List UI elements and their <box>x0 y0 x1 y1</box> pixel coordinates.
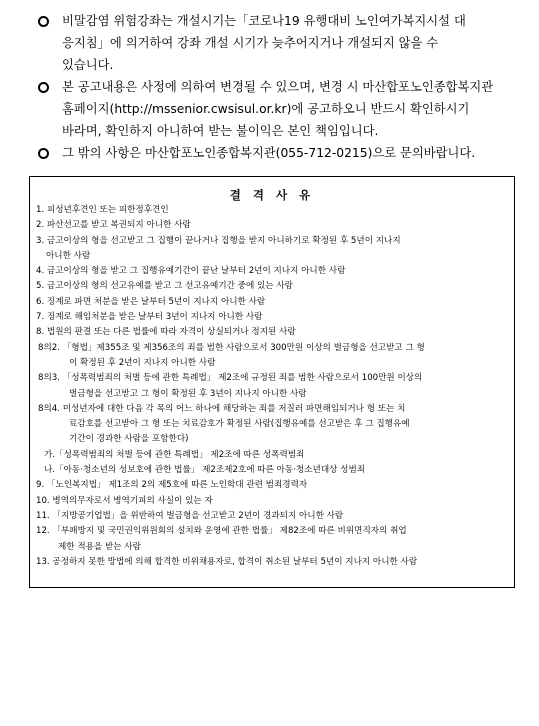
notice-line: 본 공고내용은 사정에 의하여 변경될 수 있으며, 변경 시 마산합포노인종합복지관 <box>62 80 494 94</box>
disqualification-line: 가.「성폭력범죄의 처벌 등에 관한 특례법」 제2조에 따른 성폭력범죄 <box>44 449 305 460</box>
disqualification-item <box>36 371 512 402</box>
disqualification-line: 10. 병역의무자로서 병역기피의 사실이 있는 자 <box>36 495 213 506</box>
disqualification-line: 8의2. 「형법」제355조 및 제356조의 죄를 범한 사람으로서 300만원 이상의 벌금형을 선고받고 그 형 <box>38 342 425 353</box>
notice-line: 응지침」에 의거하여 강좌 개설 시기가 늦추어지거나 개설되지 않을 수 <box>62 36 439 50</box>
circle-bullet-icon <box>38 16 49 27</box>
notice-item-covid <box>34 10 518 76</box>
disqualification-item <box>36 279 512 294</box>
notice-line: 비말감염 위험강좌는 개설시기는「코로나19 유행대비 노인여가복지시설 대 <box>62 14 466 28</box>
disqualification-line: 7. 징계로 해임처분을 받은 날부터 3년이 지나지 아니한 사람 <box>36 312 263 323</box>
disqualification-item <box>36 234 512 265</box>
disqualification-item <box>36 478 512 493</box>
disqualification-line: 이 확정된 후 2년이 지나지 아니한 사람 <box>69 357 216 368</box>
circle-bullet-icon <box>38 82 49 93</box>
notice-line: 있습니다. <box>62 58 114 72</box>
disqualification-line: 5. 금고이상의 형의 선고유예를 받고 그 선고유예기간 중에 있는 사람 <box>36 281 293 292</box>
disqualification-line: 6. 징계로 파면 처분을 받은 날부터 5년이 지나지 아니한 사람 <box>36 296 266 307</box>
disqualification-item <box>36 295 512 310</box>
disqualification-line: 2. 파산선고를 받고 복권되지 아니한 사람 <box>36 220 191 231</box>
disqualification-item <box>36 463 512 478</box>
disqualification-item <box>36 264 512 279</box>
disqualification-item <box>36 218 512 233</box>
notice-list <box>34 10 518 164</box>
disqualification-title: 결 격 사 유 <box>229 188 315 202</box>
notice-line: 바라며, 확인하지 아니하여 받는 불이익은 본인 책임입니다. <box>62 124 379 138</box>
disqualification-line: 제한 적용을 받는 사람 <box>58 541 141 552</box>
disqualification-line: 벌금형을 선고받고 그 형이 확정된 후 3년이 지나지 아니한 사람 <box>69 388 307 399</box>
disqualification-line: 8. 법원의 판결 또는 다른 법률에 따라 자격이 상실되거나 정지된 사람 <box>36 327 296 338</box>
disqualification-line: 1. 피성년후견인 또는 피한정후견인 <box>36 205 169 215</box>
disqualification-list <box>36 203 512 570</box>
notice-item-change <box>34 76 518 142</box>
disqualification-item <box>36 203 512 218</box>
disqualification-item <box>36 555 512 570</box>
disqualification-line: 기간이 경과한 사람을 포함한다) <box>69 434 189 445</box>
disqualification-line: 8의4. 미성년자에 대한 다음 각 목의 어느 하나에 해당하는 죄를 저질러 파면해임되거나 형 또는 치 <box>38 403 406 414</box>
disqualification-line: 13. 공정하지 못한 방법에 의해 합격한 비위채용자로, 합격이 취소된 날부터 5년이 지나지 아니한 사람 <box>36 556 418 567</box>
disqualification-item <box>36 310 512 325</box>
disqualification-line: 11. 「지방공기업법」을 위반하여 벌금형을 선고받고 2년이 경과되지 아니한 사람 <box>36 510 344 521</box>
notice-line: 홈페이지(http://mssenior.cwsisul.or.kr)에 공고하오니 반드시 확인하시기 <box>62 102 470 116</box>
disqualification-item <box>36 341 512 372</box>
disqualification-item <box>36 448 512 463</box>
disqualification-item <box>36 524 512 555</box>
notice-line: 그 밖의 사항은 마산합포노인종합복지관(055-712-0215)으로 문의바랍니다. <box>62 146 476 160</box>
disqualification-line: 료감호를 선고받아 그 형 또는 치료감호가 확정된 사람(집행유예를 선고받은 후 그 집행유예 <box>69 419 410 430</box>
disqualification-item <box>36 402 512 448</box>
disqualification-item <box>36 494 512 509</box>
disqualification-line: 4. 금고이상의 형을 받고 그 집행유예기간이 끝난 날부터 2년이 지나지 아니한 사람 <box>36 266 346 277</box>
disqualification-line: 12. 「부패방지 및 국민권익위원회의 설치와 운영에 관한 법률」 제82조에 따른 비위면직자의 취업 <box>36 526 407 537</box>
disqualification-line: 9. 「노인복지법」 제1조의 2의 제5호에 따른 노인학대 관련 범죄경력자 <box>36 480 308 491</box>
disqualification-box <box>29 176 515 588</box>
disqualification-line: 3. 금고이상의 형을 선고받고 그 집행이 끝나거나 집행을 받지 아니하기로 확정된 후 5년이 지나지 <box>36 235 401 246</box>
notice-item-contact <box>34 142 518 164</box>
disqualification-item <box>36 509 512 524</box>
disqualification-item <box>36 325 512 340</box>
disqualification-line: 8의3. 「성폭력범죄의 처벌 등에 관한 특례법」 제2조에 규정된 죄를 범한 사람으로서 100만원 이상의 <box>38 373 423 384</box>
circle-bullet-icon <box>38 148 49 159</box>
disqualification-line: 아니한 사람 <box>46 250 91 261</box>
disqualification-line: 나.「아동·청소년의 성보호에 관한 법률」 제2조제2호에 따른 아동·청소년대상 성범죄 <box>44 465 366 476</box>
